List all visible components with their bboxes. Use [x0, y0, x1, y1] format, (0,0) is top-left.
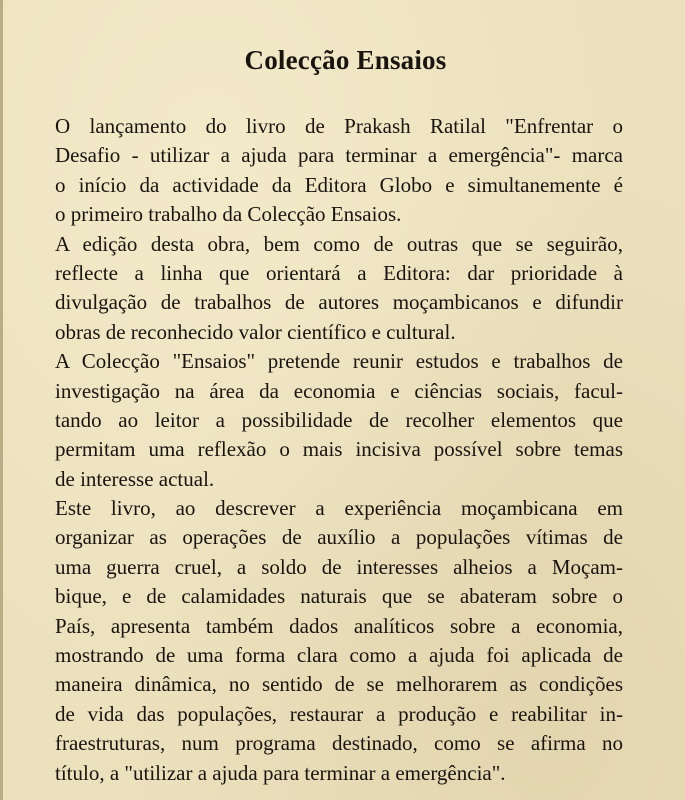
- text-line: tando ao leitor a possibilidade de recolher elementos que: [55, 407, 623, 432]
- text-line: Este livro, ao descrever a experiência moçambicana em: [55, 496, 623, 521]
- text-line: Desafio - utilizar a ajuda para terminar a emergência"- marca: [55, 143, 623, 168]
- text-line: O lançamento do livro de Prakash Ratilal "Enfrentar o: [55, 114, 623, 138]
- text-line: título, a "utilizar a ajuda para terminar a emergência".: [55, 760, 506, 785]
- text-line: organizar as operações de auxílio a populações vítimas de: [55, 525, 623, 550]
- text-line: País, apresenta também dados analíticos sobre a economia,: [55, 613, 623, 638]
- text-line: o primeiro trabalho da Colecção Ensaios.: [55, 202, 402, 227]
- text-line: reflecte a linha que orientará a Editora: dar prioridade à: [55, 260, 623, 285]
- text-line: permitam uma reflexão o mais incisiva possível sobre temas: [55, 437, 623, 462]
- body-text: [55, 112, 623, 788]
- text-line: fraestruturas, num programa destinado, como se afirma no: [55, 731, 623, 756]
- text-line: A Colecção "Ensaios" pretende reunir estudos e trabalhos de: [55, 349, 623, 374]
- text-line: de vida das populações, restaurar a produção e reabilitar in-: [55, 701, 623, 726]
- text-line: o início da actividade da Editora Globo e simultanemente é: [55, 172, 623, 197]
- text-line: uma guerra cruel, a soldo de interesses alheios a Moçam-: [55, 554, 623, 579]
- text-line: A edição desta obra, bem como de outras que se seguirão,: [55, 231, 623, 256]
- text-line: mostrando de uma forma clara como a ajuda foi aplicada de: [55, 643, 623, 668]
- text-line: de interesse actual.: [55, 466, 215, 491]
- text-line: investigação na área da economia e ciências sociais, facul-: [55, 378, 623, 403]
- text-line: maneira dinâmica, no sentido de se melhorarem as condições: [55, 672, 623, 697]
- text-line: bique, e de calamidades naturais que se abateram sobre o: [55, 584, 623, 609]
- text-line: divulgação de trabalhos de autores moçambicanos e difundir: [55, 290, 623, 315]
- page-title: Colecção Ensaios: [244, 45, 447, 75]
- text-line: obras de reconhecido valor científico e cultural.: [55, 319, 456, 344]
